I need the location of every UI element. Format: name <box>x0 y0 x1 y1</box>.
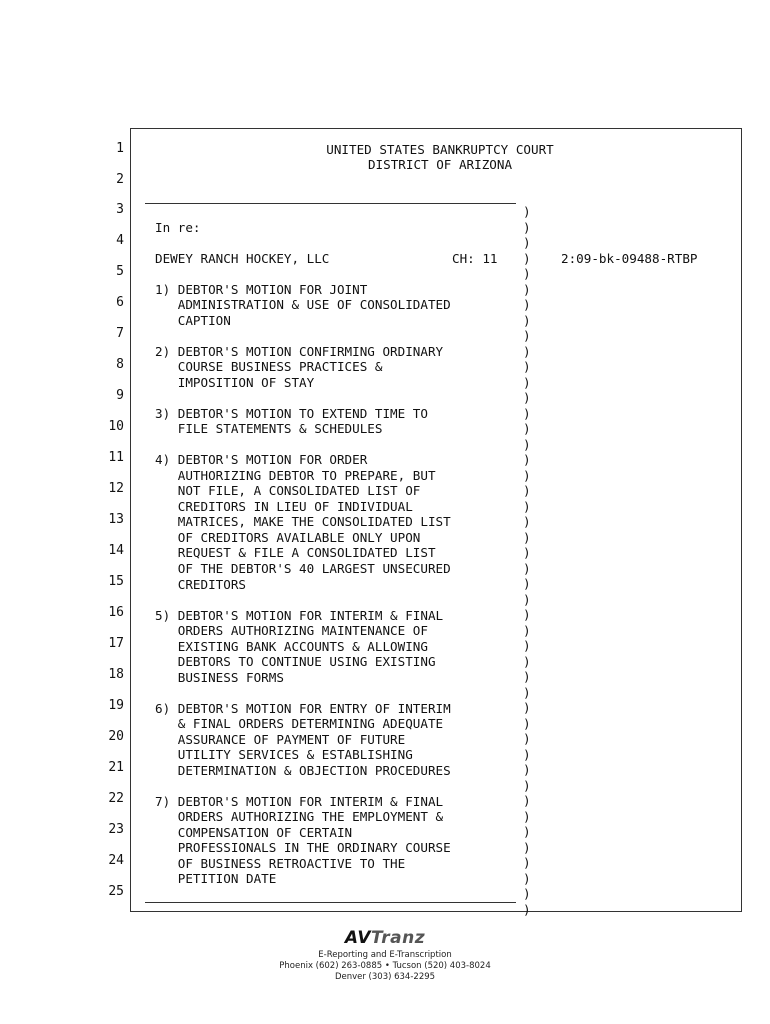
caption-paren-column: ) ) ) ) ) ) ) ) ) ) ) ) ) ) ) ) ) ) ) ) ) ) ) ) ) ) ) ) ) ) ) ) ) ) ) ) ) ) ) ) ) ) ) ) ) ) <box>523 204 531 917</box>
line-number: 23 <box>108 822 124 837</box>
motion-line: OF CREDITORS AVAILABLE ONLY UPON <box>155 530 421 545</box>
caption-bottom-rule <box>145 902 516 903</box>
motion-line: IMPOSITION OF STAY <box>155 375 315 390</box>
motion-line: OF BUSINESS RETROACTIVE TO THE <box>155 856 406 871</box>
motion-line: CREDITORS <box>155 577 246 592</box>
motion-line: 6) DEBTOR'S MOTION FOR ENTRY OF INTERIM <box>155 701 451 716</box>
motion-line: COMPENSATION OF CERTAIN <box>155 825 353 840</box>
motion-line: 3) DEBTOR'S MOTION TO EXTEND TIME TO <box>155 406 428 421</box>
motion-line: DEBTORS TO CONTINUE USING EXISTING <box>155 654 436 669</box>
motion-line: CREDITORS IN LIEU OF INDIVIDUAL <box>155 499 413 514</box>
footer-tagline: E-Reporting and E-Transcription <box>318 950 452 960</box>
motion-line: DETERMINATION & OBJECTION PROCEDURES <box>155 763 451 778</box>
line-number: 1 <box>116 141 124 156</box>
debtor-name: DEWEY RANCH HOCKEY, LLC <box>155 251 330 266</box>
court-name: UNITED STATES BANKRUPTCY COURT <box>326 142 554 157</box>
line-number: 5 <box>116 264 124 279</box>
line-number: 13 <box>108 512 124 527</box>
line-number: 22 <box>108 791 124 806</box>
line-number: 4 <box>116 233 124 248</box>
motion-line: & FINAL ORDERS DETERMINING ADEQUATE <box>155 716 444 731</box>
motion-line: REQUEST & FILE A CONSOLIDATED LIST <box>155 545 436 560</box>
caption-top-rule <box>145 203 516 204</box>
motion-line: PROFESSIONALS IN THE ORDINARY COURSE <box>155 840 451 855</box>
motion-line: COURSE BUSINESS PRACTICES & <box>155 359 383 374</box>
motion-line: AUTHORIZING DEBTOR TO PREPARE, BUT <box>155 468 436 483</box>
line-number: 14 <box>108 543 124 558</box>
motion-line: ORDERS AUTHORIZING MAINTENANCE OF <box>155 623 428 638</box>
motion-line: BUSINESS FORMS <box>155 670 284 685</box>
motion-line: EXISTING BANK ACCOUNTS & ALLOWING <box>155 639 428 654</box>
line-number: 10 <box>108 419 124 434</box>
motion-line: 7) DEBTOR'S MOTION FOR INTERIM & FINAL <box>155 794 444 809</box>
motion-line: CAPTION <box>155 313 231 328</box>
line-number: 20 <box>108 729 124 744</box>
line-number: 11 <box>108 450 124 465</box>
chapter-label: CH: 11 <box>452 251 498 266</box>
line-number: 6 <box>116 295 124 310</box>
line-number: 19 <box>108 698 124 713</box>
line-number: 25 <box>108 884 124 899</box>
logo-av: AV <box>344 928 372 948</box>
motion-line: 2) DEBTOR'S MOTION CONFIRMING ORDINARY <box>155 344 444 359</box>
line-number: 2 <box>116 172 124 187</box>
case-number: 2:09-bk-09488-RTBP <box>561 251 698 266</box>
motion-line: 5) DEBTOR'S MOTION FOR INTERIM & FINAL <box>155 608 444 623</box>
footer-denver: Denver (303) 634-2295 <box>334 972 436 982</box>
line-number: 7 <box>116 326 124 341</box>
motion-line: ADMINISTRATION & USE OF CONSOLIDATED <box>155 297 451 312</box>
in-re-label: In re: <box>155 220 201 235</box>
motion-line: 1) DEBTOR'S MOTION FOR JOINT <box>155 282 368 297</box>
line-number: 8 <box>116 357 124 372</box>
line-number: 18 <box>108 667 124 682</box>
line-number: 21 <box>108 760 124 775</box>
court-district: DISTRICT OF ARIZONA <box>367 157 513 172</box>
motion-line: ORDERS AUTHORIZING THE EMPLOYMENT & <box>155 809 444 824</box>
motion-line: ASSURANCE OF PAYMENT OF FUTURE <box>155 732 406 747</box>
line-number: 15 <box>108 574 124 589</box>
motion-line: OF THE DEBTOR'S 40 LARGEST UNSECURED <box>155 561 451 576</box>
motion-line: MATRICES, MAKE THE CONSOLIDATED LIST <box>155 514 451 529</box>
footer-phones: Phoenix (602) 263-0885 • Tucson (520) 403-8024 <box>279 961 491 971</box>
avtranz-logo <box>240 928 530 948</box>
motion-line: 4) DEBTOR'S MOTION FOR ORDER <box>155 452 368 467</box>
logo-tranz: Tranz <box>371 928 426 948</box>
line-number: 12 <box>108 481 124 496</box>
line-number: 24 <box>108 853 124 868</box>
line-number: 17 <box>108 636 124 651</box>
line-number: 3 <box>116 202 124 217</box>
line-number: 9 <box>116 388 124 403</box>
motion-line: NOT FILE, A CONSOLIDATED LIST OF <box>155 483 421 498</box>
motion-line: PETITION DATE <box>155 871 277 886</box>
motion-line: FILE STATEMENTS & SCHEDULES <box>155 421 383 436</box>
motion-line: UTILITY SERVICES & ESTABLISHING <box>155 747 413 762</box>
line-number: 16 <box>108 605 124 620</box>
